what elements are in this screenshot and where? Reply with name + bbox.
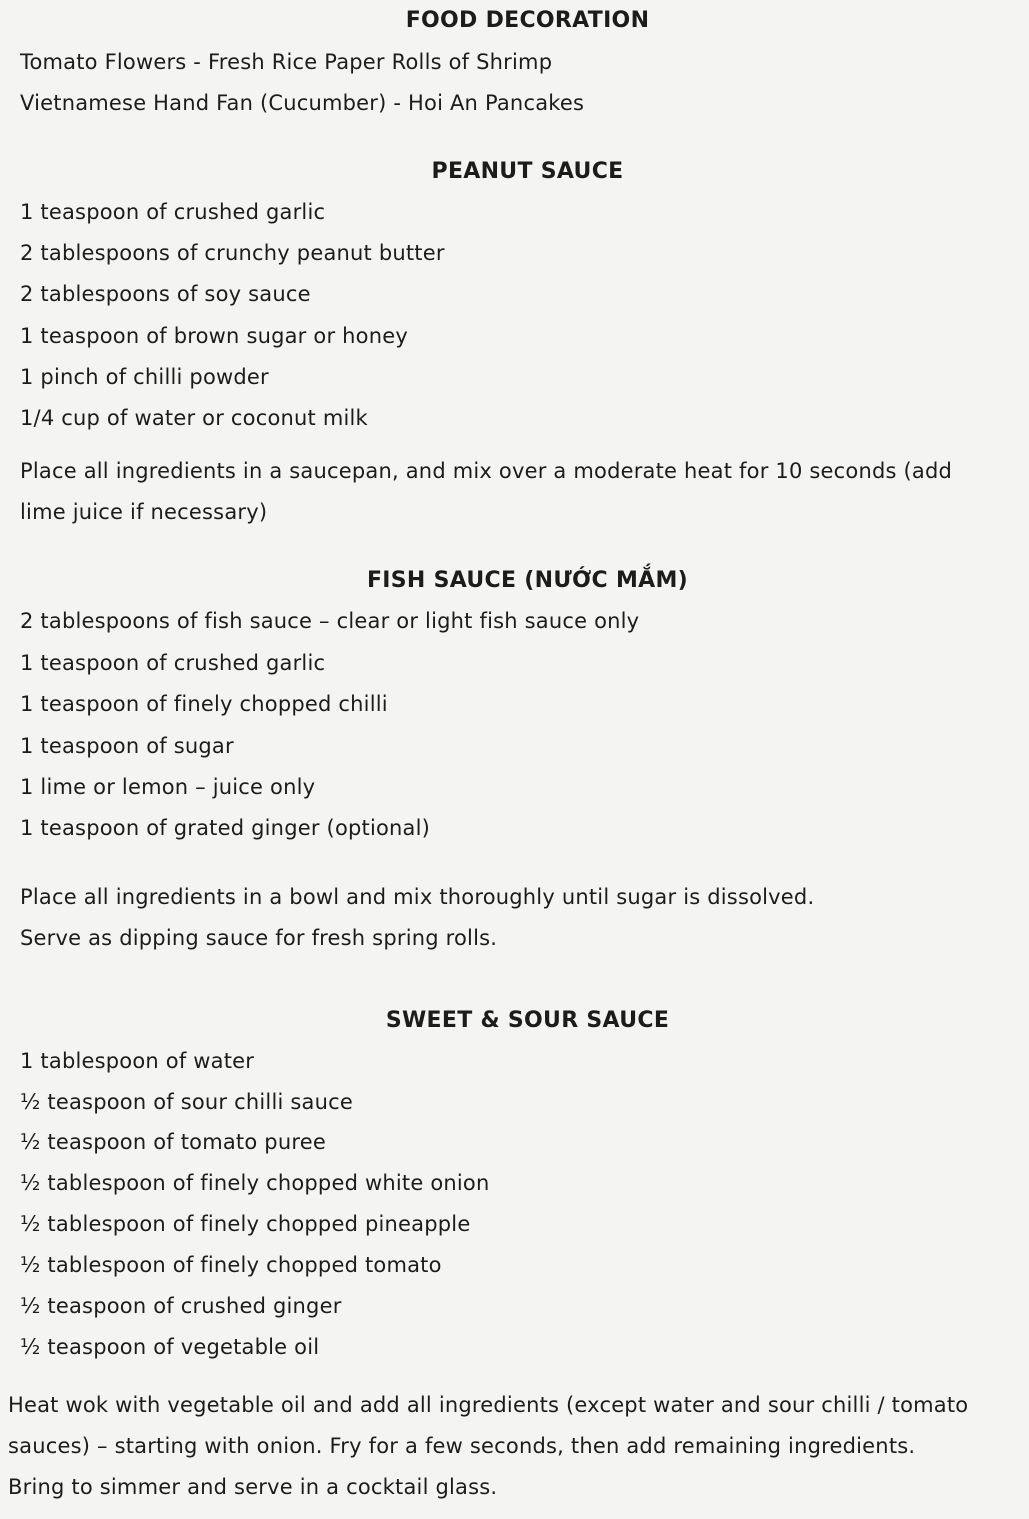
fish-sauce-ingredient: 1 teaspoon of finely chopped chilli	[20, 692, 388, 716]
sweet-sour-sauce-ingredient: ½ tablespoon of finely chopped white onion	[20, 1171, 490, 1195]
fish-sauce-ingredient: 1 lime or lemon – juice only	[20, 775, 316, 799]
sweet-sour-sauce-ingredient: ½ teaspoon of tomato puree	[20, 1130, 326, 1154]
peanut-sauce-ingredient: 1/4 cup of water or coconut milk	[20, 406, 368, 430]
sweet-sour-sauce-ingredient: ½ teaspoon of sour chilli sauce	[20, 1090, 353, 1114]
fish-sauce-method: Serve as dipping sauce for fresh spring rolls.	[20, 926, 498, 950]
peanut-sauce-ingredient: 2 tablespoons of soy sauce	[20, 282, 311, 306]
fish-sauce-heading: FISH SAUCE (NƯỚC MẮM)	[366, 568, 689, 593]
sweet-sour-sauce-method: sauces) – starting with onion. Fry for a few seconds, then add remaining ingredients.	[8, 1434, 916, 1458]
peanut-sauce-method: lime juice if necessary)	[20, 500, 268, 524]
peanut-sauce-ingredient: 1 teaspoon of brown sugar or honey	[20, 324, 408, 348]
sweet-sour-sauce-ingredient: ½ tablespoon of finely chopped pineapple	[20, 1212, 471, 1236]
sweet-sour-sauce-method: Heat wok with vegetable oil and add all ingredients (except water and sour chilli / tomato	[8, 1393, 969, 1417]
peanut-sauce-ingredient: 1 pinch of chilli powder	[20, 365, 269, 389]
sweet-sour-sauce-ingredient: ½ teaspoon of vegetable oil	[20, 1335, 320, 1359]
peanut-sauce-ingredient: 2 tablespoons of crunchy peanut butter	[20, 241, 445, 265]
bleed-through-decoration	[469, 200, 1029, 222]
sweet-sour-sauce-ingredient: ½ teaspoon of crushed ginger	[20, 1294, 342, 1318]
food-decoration-heading: FOOD DECORATION	[405, 8, 650, 33]
fish-sauce-ingredient: 1 teaspoon of sugar	[20, 734, 234, 758]
peanut-sauce-method: Place all ingredients in a saucepan, and mix over a moderate heat for 10 seconds (add	[20, 459, 953, 483]
peanut-sauce-heading: PEANUT SAUCE	[431, 159, 624, 184]
fish-sauce-ingredient: 2 tablespoons of fish sauce – clear or light fish sauce only	[20, 609, 640, 633]
fish-sauce-ingredient: 1 teaspoon of crushed garlic	[20, 651, 326, 675]
sweet-sour-sauce-heading: SWEET & SOUR SAUCE	[385, 1008, 670, 1033]
sweet-sour-sauce-ingredient: 1 tablespoon of water	[20, 1049, 255, 1073]
fish-sauce-method: Place all ingredients in a bowl and mix thoroughly until sugar is dissolved.	[20, 885, 815, 909]
sweet-sour-sauce-method: Bring to simmer and serve in a cocktail glass.	[8, 1475, 498, 1499]
food-decoration-line: Tomato Flowers - Fresh Rice Paper Rolls of Shrimp	[20, 50, 553, 74]
food-decoration-line: Vietnamese Hand Fan (Cucumber) - Hoi An Pancakes	[20, 91, 585, 115]
peanut-sauce-ingredient: 1 teaspoon of crushed garlic	[20, 200, 326, 224]
fish-sauce-ingredient: 1 teaspoon of grated ginger (optional)	[20, 816, 431, 840]
sweet-sour-sauce-ingredient: ½ tablespoon of finely chopped tomato	[20, 1253, 442, 1277]
